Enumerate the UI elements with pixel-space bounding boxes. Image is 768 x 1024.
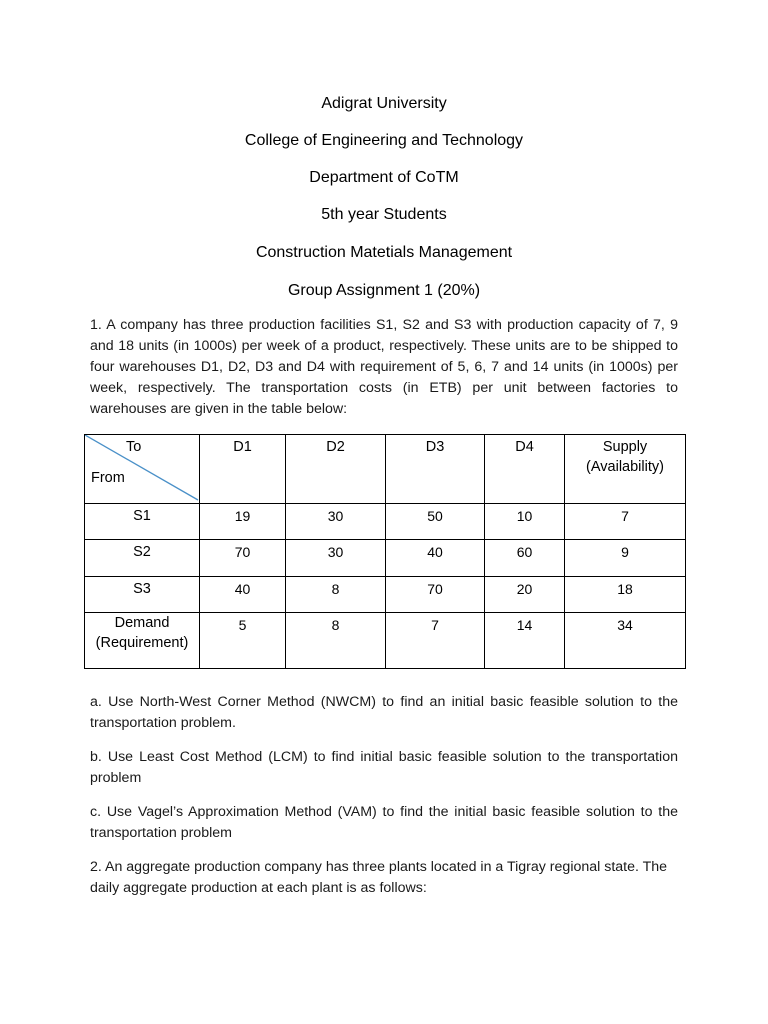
cell-demand-d4: 14 bbox=[485, 613, 565, 669]
table-row bbox=[85, 504, 686, 540]
corner-cell bbox=[85, 435, 200, 504]
row-label-demand bbox=[85, 613, 200, 669]
cell-demand-d3: 7 bbox=[386, 613, 485, 669]
supply-header-line-1: Supply bbox=[602, 439, 648, 455]
college-title: College of Engineering and Technology bbox=[244, 132, 524, 149]
table-header-row bbox=[85, 435, 686, 504]
task-a-text: a. Use North-West Corner Method (NWCM) to find an initial basic feasible solution to the transportation problem. bbox=[90, 694, 678, 731]
cell-s1-d3: 50 bbox=[386, 504, 485, 540]
cell-s2-supply: 9 bbox=[565, 540, 686, 577]
demand-row bbox=[85, 613, 686, 669]
demand-label-line-2: (Requirement) bbox=[95, 635, 189, 651]
university-title: Adigrat University bbox=[321, 95, 447, 112]
transportation-cost-table bbox=[84, 434, 686, 669]
row-label-s2: S2 bbox=[85, 540, 200, 577]
cell-s3-d1: 40 bbox=[200, 577, 286, 613]
cell-s3-d2: 8 bbox=[286, 577, 386, 613]
cell-s2-d2: 30 bbox=[286, 540, 386, 577]
task-c-text: c. Use Vagel’s Approximation Method (VAM) to find the initial basic feasible solution to the transportation problem bbox=[90, 804, 678, 841]
cell-demand-d2: 8 bbox=[286, 613, 386, 669]
cell-s3-d3: 70 bbox=[386, 577, 485, 613]
assignment-title: Group Assignment 1 (20%) bbox=[287, 282, 481, 299]
row-label-s3: S3 bbox=[85, 577, 200, 613]
cell-s2-d4: 60 bbox=[485, 540, 565, 577]
cell-demand-d1: 5 bbox=[200, 613, 286, 669]
table-row bbox=[85, 577, 686, 613]
cell-s1-supply: 7 bbox=[565, 504, 686, 540]
table-row bbox=[85, 540, 686, 577]
supply-header-line-2: (Availability) bbox=[586, 459, 664, 475]
cell-s2-d3: 40 bbox=[386, 540, 485, 577]
question-1-text: 1. A company has three production facilities S1, S2 and S3 with production capacity of 7, 9 and 18 units (in 1000s) per week of a product, respectively. These units are to be shipped to four warehouses D1, D2, D3 and D4 with requirement of 5, 6, 7 and 14 units (in 1000s) per week, respectively. The transportation costs (in ETB) per unit between factories to warehouses are given in the table below: bbox=[90, 317, 678, 417]
demand-label-line-1: Demand bbox=[114, 615, 170, 631]
department-title: Department of CoTM bbox=[309, 169, 459, 186]
question-2-text: 2. An aggregate production company has three plants located in a Tigray regional state. The daily aggregate production at each plant is as follows: bbox=[90, 859, 668, 896]
cell-s1-d2: 30 bbox=[286, 504, 386, 540]
column-header-d3: D3 bbox=[386, 435, 485, 504]
row-label-s1: S1 bbox=[85, 504, 200, 540]
task-b-text: b. Use Least Cost Method (LCM) to find initial basic feasible solution to the transportation problem bbox=[90, 749, 678, 786]
cell-s1-d1: 19 bbox=[200, 504, 286, 540]
column-header-supply bbox=[565, 435, 686, 504]
cell-demand-total: 34 bbox=[565, 613, 686, 669]
column-header-d2: D2 bbox=[286, 435, 386, 504]
cell-s3-supply: 18 bbox=[565, 577, 686, 613]
year-title: 5th year Students bbox=[321, 206, 447, 223]
corner-from-label: From bbox=[91, 470, 125, 486]
corner-to-label: To bbox=[126, 439, 142, 455]
column-header-d1: D1 bbox=[200, 435, 286, 504]
cell-s3-d4: 20 bbox=[485, 577, 565, 613]
column-header-d4: D4 bbox=[485, 435, 565, 504]
cell-s2-d1: 70 bbox=[200, 540, 286, 577]
cell-s1-d4: 10 bbox=[485, 504, 565, 540]
course-title: Construction Matetials Management bbox=[255, 244, 513, 261]
